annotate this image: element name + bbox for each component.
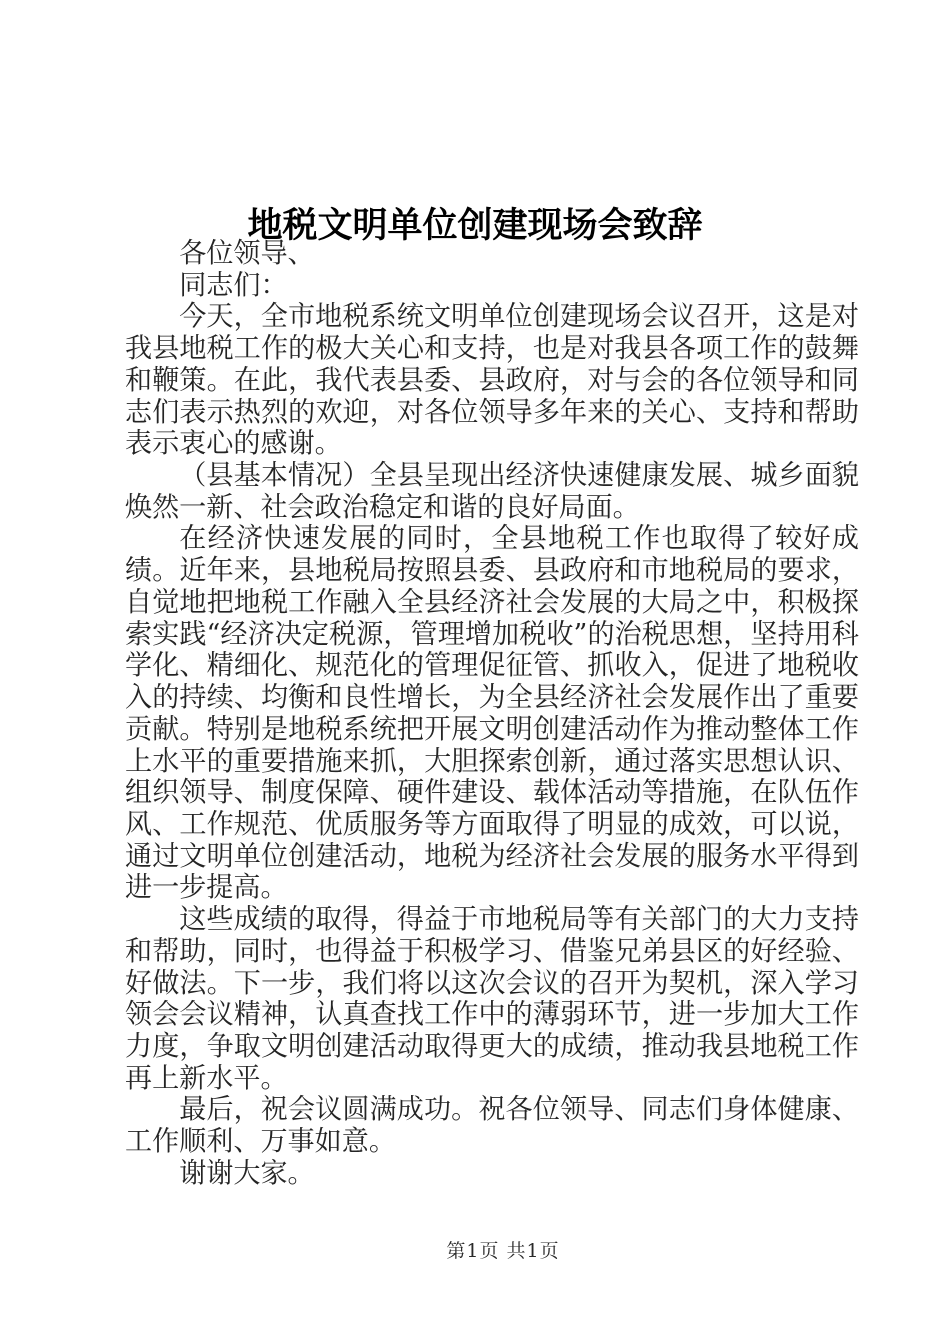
paragraph: 最后，祝会议圆满成功。祝各位领导、同志们身体健康、工作顺利、万事如意。 [125,1094,859,1158]
paragraph: 这些成绩的取得，得益于市地税局等有关部门的大力支持和帮助，同时，也得益于积极学习、借鉴兄弟县区的好经验、好做法。下一步，我们将以这次会议的召开为契机，深入学习领会会议精神，认真查找工作中的薄弱环节，进一步加大工作力度，争取文明创建活动取得更大的成绩，推动我县地税工作再上新水平。 [125,904,859,1094]
paragraph: 各位领导、 [179,238,315,269]
paragraph: （县基本情况）全县呈现出经济快速健康发展、城乡面貌焕然一新、社会政治稳定和谐的良好局面。 [125,460,859,523]
paragraph: 同志们： [179,269,288,301]
paragraph: 今天，全市地税系统文明单位创建现场会议召开，这是对我县地税工作的极大关心和支持，也是对我县各项工作的鼓舞和鞭策。在此，我代表县委、县政府，对与会的各位领导和同志们表示热烈的欢迎，对各位领导多年来的关心、支持和帮助表示衷心的感谢。 [125,301,859,460]
page-number: 第1页 共1页 [446,1240,560,1262]
paragraph: 谢谢大家。 [179,1157,315,1189]
page-footer [56,1238,950,1264]
page-title: 地税文明单位创建现场会致辞 [247,205,703,247]
document-body [125,238,859,1190]
paragraph: 在经济快速发展的同时，全县地税工作也取得了较好成绩。近年来，县地税局按照县委、县政府和市地税局的要求，自觉地把地税工作融入全县经济社会发展的大局之中，积极探索实践“经济决定税源，管理增加税收”的治税思想，坚持用科学化、精细化、规范化的管理促征管、抓收入，促进了地税收入的持续、均衡和良性增长，为全县经济社会发展作出了重要贡献。特别是地税系统把开展文明创建活动作为推动整体工作上水平的重要措施来抓，大胆探索创新，通过落实思想认识、组织领导、制度保障、硬件建设、载体活动等措施，在队伍作风、工作规范、优质服务等方面取得了明显的成效，可以说，通过文明单位创建活动，地税为经济社会发展的服务水平得到进一步提高。 [125,523,859,904]
